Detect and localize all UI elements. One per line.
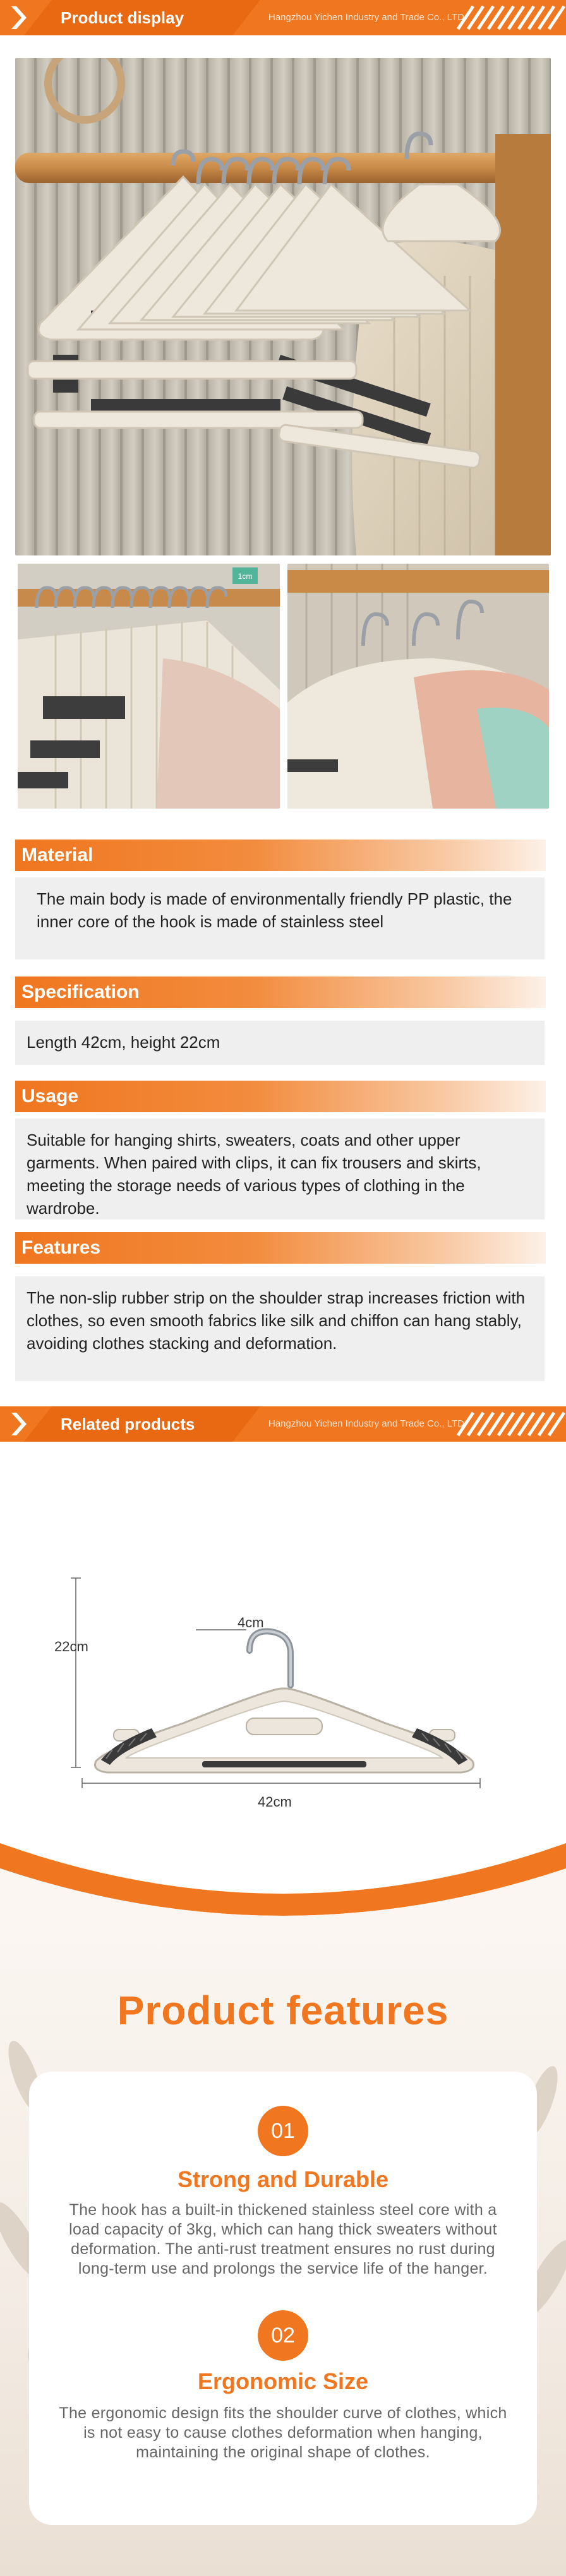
- section-body-specification: [15, 1021, 545, 1065]
- section-heading-usage: [15, 1081, 546, 1112]
- dimension-height: 22cm: [54, 1639, 88, 1654]
- banner-title: Product display: [61, 8, 184, 27]
- section-body-text: The non-slip rubber strip on the shoulder strap increases friction with clothes, so even smooth fabrics like silk and chiffon can hang stably, avoiding clothes stacking and deformation.: [27, 1288, 526, 1353]
- section-heading-material: [15, 840, 546, 871]
- section-heading-label: Material: [21, 845, 93, 865]
- section-body-features: [15, 1276, 545, 1381]
- feature-number-badge: 02: [258, 2310, 308, 2361]
- section-heading-label: Usage: [21, 1086, 79, 1107]
- feature-heading: Ergonomic Size: [197, 2368, 369, 2394]
- section-heading-features: [15, 1232, 546, 1264]
- dimension-hook: 4cm: [238, 1615, 264, 1630]
- hanger-dimension-diagram: [54, 1559, 512, 1824]
- banner-company: Hangzhou Yichen Industry and Trade Co., LTD: [268, 1418, 464, 1429]
- main-product-photo: [15, 58, 551, 555]
- section-heading-label: Specification: [21, 982, 140, 1002]
- detail-photo-right: [287, 564, 549, 809]
- feature-body: The hook has a built-in thickened stainless steel core with a load capacity of 3kg, which can hang thick sweaters without deformation. The anti-rust treatment ensures no rust during long-term use and prolongs the service life of the hanger.: [69, 2201, 497, 2277]
- feature-heading: Strong and Durable: [177, 2166, 389, 2192]
- feature-body: The ergonomic design fits the shoulder curve of clothes, which is not easy to cause clothes deformation when hanging, maintaining the original shape of clothes.: [59, 2404, 507, 2461]
- section-heading-specification: [15, 976, 546, 1008]
- section-body-material: [15, 877, 545, 959]
- section-heading-label: Features: [21, 1237, 101, 1258]
- product-features-title: Product features: [117, 1988, 449, 2033]
- banner-company: Hangzhou Yichen Industry and Trade Co., LTD: [268, 12, 464, 23]
- banner-related-products: [0, 1406, 566, 1442]
- slash-pattern-icon: [452, 1410, 566, 1438]
- detail-photo-left: [18, 564, 280, 809]
- orange-wave-divider: [0, 1843, 566, 1944]
- slash-pattern-icon: [452, 4, 566, 32]
- section-body-text: Length 42cm, height 22cm: [27, 1033, 220, 1052]
- feature-number-badge: 01: [258, 2106, 308, 2156]
- banner-title: Related products: [61, 1415, 195, 1433]
- chevron-right-icon: [8, 1410, 30, 1438]
- chevron-right-icon: [8, 4, 30, 32]
- section-body-text: Suitable for hanging shirts, sweaters, coats and other upper garments. When paired with clips, it can fix trousers and skirts, meeting the storage needs of various types of clothing in the wardrobe.: [27, 1131, 481, 1218]
- size-tag: 1cm: [238, 572, 253, 581]
- section-body-text: The main body is made of environmentally friendly PP plastic, the inner core of the hook is made of stainless steel: [37, 889, 512, 931]
- section-body-usage: [15, 1119, 545, 1220]
- banner-product-display: [0, 0, 566, 35]
- dimension-length: 42cm: [258, 1794, 292, 1810]
